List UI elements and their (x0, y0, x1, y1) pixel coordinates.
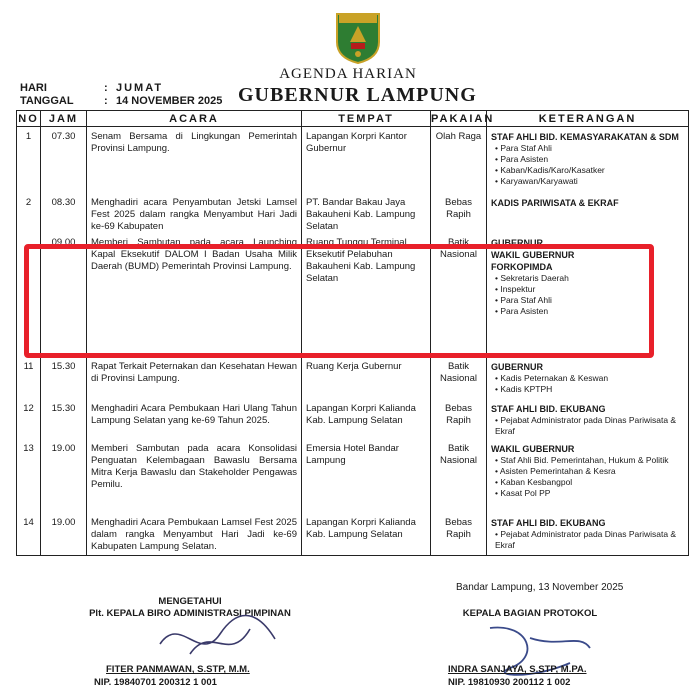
col-header-no: NO (18, 112, 39, 125)
row-no: 1 (25, 131, 32, 142)
row-place: Ruang Kerja Gubernur (306, 361, 402, 372)
row-place: Lapangan Korpri Kalianda Kab. Lampung Selatan (306, 403, 416, 426)
row-place: Ruang Tunggu Terminal Eksekutif Pelabuhan Bakauheni Kab. Lampung Selatan (306, 237, 416, 284)
row-attire: Batik Nasional (440, 361, 477, 384)
list-item: • Kaban Kesbangpol (495, 477, 684, 488)
table-row (17, 439, 689, 513)
list-item: • Pejabat Administrator pada Dinas Pariwisata & Ekraf (495, 415, 684, 437)
col-header-acara: ACARA (87, 111, 302, 127)
notes-heading: STAF AHLI BID. EKUBANG (491, 404, 606, 414)
right-signatory-name: INDRA SANJAYA, S.STP, M.PA. (448, 664, 587, 675)
row-attire: Batik Nasional (440, 237, 477, 260)
table-row (17, 357, 689, 399)
notes-heading: GUBERNUR (491, 238, 544, 248)
left-signatory-name: FITER PANMAWAN, S.STP, M.M. (106, 664, 250, 675)
row-time: 15.30 (51, 403, 76, 414)
row-event: Memberi Sambutan pada acara Launching Kapal Eksekutif DALOM I Badan Usaha Milik Daerah (BUMD) Pemerintah Provinsi Lampung. (91, 237, 297, 272)
row-notes (491, 127, 684, 187)
highlight-box (24, 244, 654, 358)
list-item: • Para Asisten (495, 154, 684, 165)
mengetahui-label: MENGETAHUI (158, 596, 222, 607)
table-row (17, 399, 689, 439)
col-header-jam: JAM (41, 111, 87, 127)
col-header-keterangan: KETERANGAN (487, 111, 689, 127)
row-time: 19.00 (51, 517, 76, 528)
right-position: KEPALA BAGIAN PROTOKOL (462, 608, 598, 619)
list-item: • Pejabat Administrator pada Dinas Pariwisata & Ekraf (495, 529, 684, 551)
row-place: PT. Bandar Bakau Jaya Bakauheni Kab. Lampung Selatan (306, 197, 416, 232)
row-event: Rapat Terkait Peternakan dan Kesehatan Hewan di Provinsi Lampung. (91, 361, 297, 384)
list-item: • Para Staf Ahli (495, 295, 684, 306)
right-signatory-nip: NIP. 19810930 200112 1 002 (448, 677, 571, 688)
notes-heading: STAF AHLI BID. EKUBANG (491, 518, 606, 528)
row-no: 13 (23, 443, 34, 454)
lampung-emblem-logo (335, 12, 381, 64)
row-attire: Olah Raga (435, 131, 482, 142)
notes-heading: WAKIL GUBERNUR (491, 444, 575, 454)
row-notes (491, 193, 684, 209)
table-row (17, 513, 689, 556)
row-attire: Bebas Rapih (445, 517, 472, 540)
row-no: 11 (23, 361, 34, 372)
notes-list (491, 529, 684, 551)
list-item: • Karyawan/Karyawati (495, 176, 684, 187)
row-no: 2 (25, 197, 32, 208)
list-item: • Para Asisten (495, 306, 684, 317)
list-item: • Sekretaris Daerah (495, 273, 684, 284)
hari-value: JUMAT (116, 82, 164, 94)
table-row (17, 127, 689, 194)
row-notes (491, 357, 684, 395)
row-place: Emersia Hotel Bandar Lampung (306, 443, 399, 466)
left-signatory-nip: NIP. 19840701 200312 1 001 (94, 677, 217, 688)
hari-row: HARI : JUMAT (20, 82, 164, 94)
row-place: Lapangan Korpri Kalianda Kab. Lampung Selatan (306, 517, 416, 540)
row-attire: Bebas Rapih (445, 197, 472, 220)
left-position: Plt. KEPALA BIRO ADMINISTRASI PIMPINAN (89, 608, 291, 619)
notes-heading: KADIS PARIWISATA & EKRAF (491, 198, 619, 208)
row-event: Senam Bersama di Lingkungan Pemerintah Provinsi Lampung. (91, 131, 297, 154)
list-item: • Kaban/Kadis/Karo/Kasatker (495, 165, 684, 176)
row-notes (491, 513, 684, 551)
hari-label: HARI (20, 82, 47, 94)
list-item: • Staf Ahli Bid. Pemerintahan, Hukum & Politik (495, 455, 684, 466)
row-attire: Bebas Rapih (445, 403, 472, 426)
row-notes (491, 439, 684, 499)
row-time: 07.30 (51, 131, 76, 142)
tanggal-label: TANGGAL (20, 95, 74, 107)
row-time: 19.00 (51, 443, 76, 454)
col-header-tempat: TEMPAT (302, 111, 431, 127)
row-no: 14 (23, 517, 34, 528)
row-time: 15.30 (51, 361, 76, 372)
tanggal-row: TANGGAL : 14 NOVEMBER 2025 (20, 95, 223, 107)
col-header-pakaian: PAKAIAN (431, 112, 495, 125)
list-item: • Kasat Pol PP (495, 488, 684, 499)
row-place: Lapangan Korpri Kantor Gubernur (306, 131, 407, 154)
agenda-subtitle: AGENDA HARIAN (279, 66, 417, 82)
row-notes (491, 399, 684, 437)
table-row (17, 193, 689, 233)
row-event: Memberi Sambutan pada acara Konsolidasi Penguatan Kelembagaan Bawaslu Bersama Mitra Kerja Bawaslu dan Stakeholder Pengawas Pemilu. (91, 443, 297, 490)
row-event: Menghadiri Acara Pembukaan Hari Ulang Tahun Lampung Selatan yang ke-69 Tahun 2025. (91, 403, 297, 426)
agenda-title: GUBERNUR LAMPUNG (238, 84, 477, 106)
row-time: 09.00 (51, 237, 76, 248)
list-item: • Inspektur (495, 284, 684, 295)
list-item: • Para Staf Ahli (495, 143, 684, 154)
notes-list (491, 373, 684, 395)
signature-date: Bandar Lampung, 13 November 2025 (456, 582, 624, 593)
notes-heading: STAF AHLI BID. KEMASYARAKATAN & SDM (491, 132, 679, 142)
list-item: • Kadis KPTPH (495, 384, 684, 395)
row-no (21, 233, 36, 237)
row-event: Menghadiri Acara Pembukaan Lamsel Fest 2025 dalam rangka Menyambut Hari Jadi ke-69 Kabupaten Lampung Selatan. (91, 517, 297, 552)
notes-heading: WAKIL GUBERNUR (491, 250, 575, 260)
row-event: Menghadiri acara Penyambutan Jetski Lamsel Fest 2025 dalam rangka Menyambut Hari Jadi ke-69 Kabupaten (91, 197, 297, 232)
list-item: • Kadis Peternakan & Keswan (495, 373, 684, 384)
row-time: 08.30 (51, 197, 76, 208)
notes-list (491, 143, 684, 187)
table-header-row (17, 111, 689, 127)
row-no: 12 (23, 403, 34, 414)
row-attire: Batik Nasional (440, 443, 477, 466)
notes-list (491, 415, 684, 437)
notes-heading: GUBERNUR (491, 362, 544, 372)
tanggal-value: 14 NOVEMBER 2025 (116, 95, 223, 107)
notes-heading: FORKOPIMDA (491, 262, 553, 272)
list-item: • Asisten Pemerintahan & Kesra (495, 466, 684, 477)
notes-list (491, 455, 684, 499)
